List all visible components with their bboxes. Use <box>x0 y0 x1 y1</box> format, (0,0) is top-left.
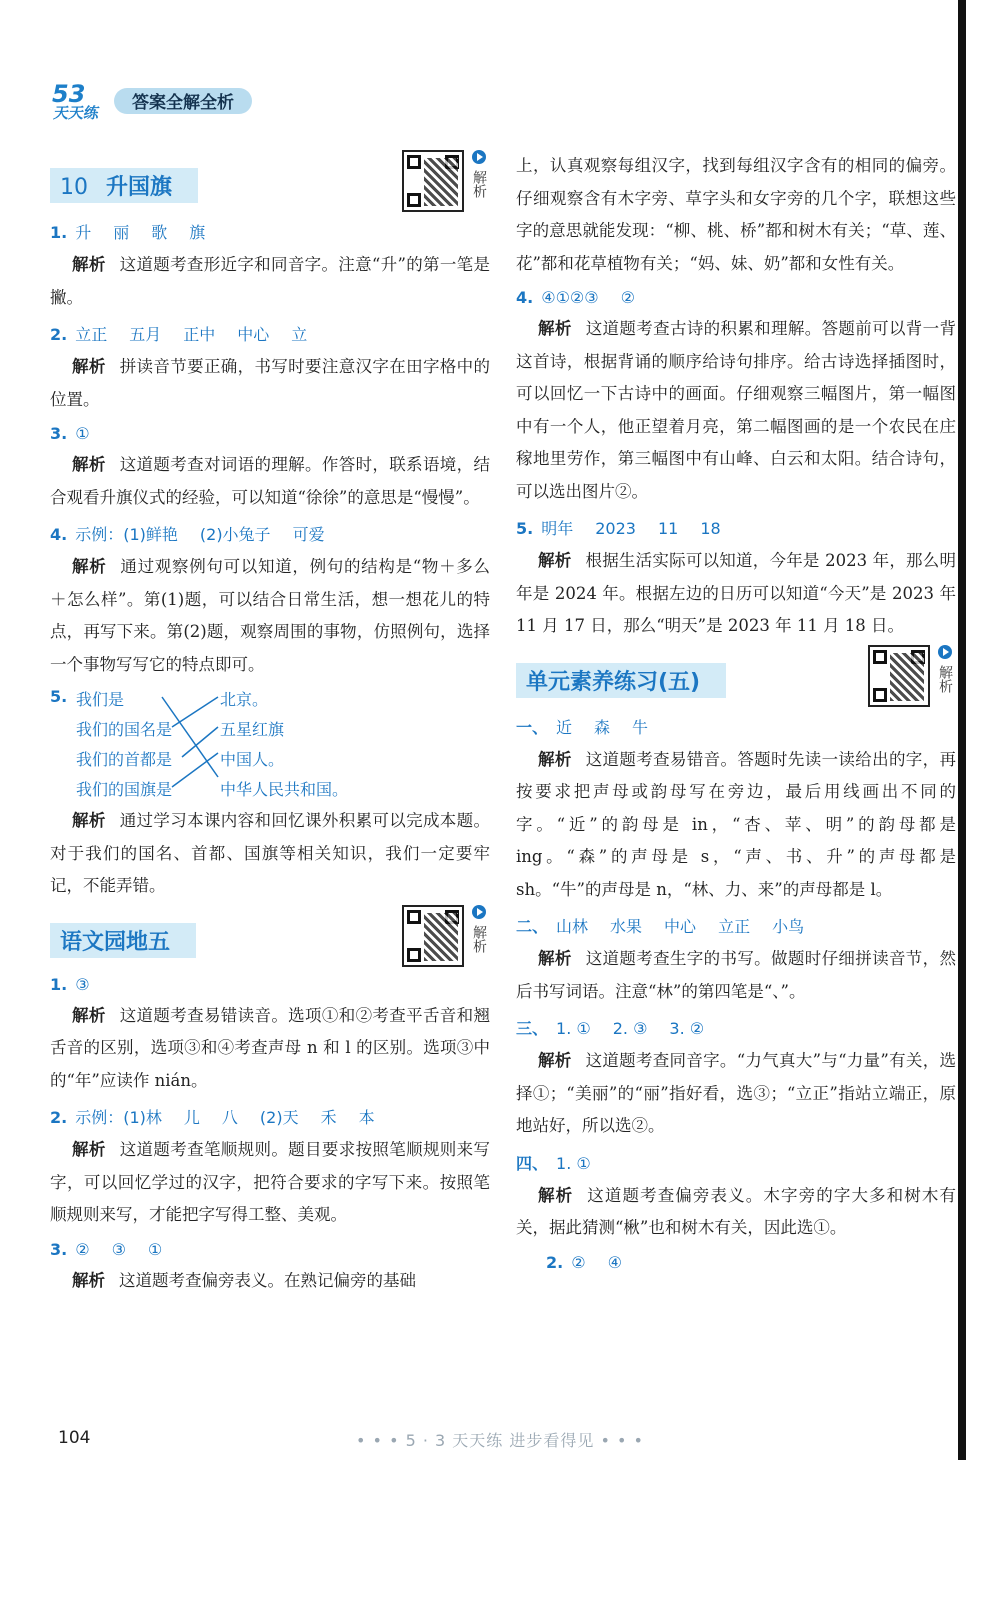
answer-value: ② <box>571 1252 586 1272</box>
question-number: 5. <box>50 687 68 706</box>
explanation: 解析 这道题考查同音字。“力气真大”与“力量”有关，选择①；“美丽”的“丽”指好看，选③；“立正”指站立端正，原地站好，所以选②。 <box>516 1051 957 1135</box>
answer-value: 小鸟 <box>772 917 805 936</box>
answer-value: 2023 <box>595 519 636 538</box>
answer-value: 森 <box>594 717 611 737</box>
section-title <box>50 168 198 203</box>
answer-line <box>50 1240 490 1259</box>
explanation: 解析 这道题考查对词语的理解。作答时，联系语境，结合观看升旗仪式的经验，可以知道“徐徐”的意思是“慢慢”。 <box>50 455 491 507</box>
question-number: 三、 <box>516 1019 549 1038</box>
answer-value: ④ <box>607 1252 622 1272</box>
answer-value: 八 <box>221 1108 238 1127</box>
match-left-item: 我们的首都是 <box>76 750 173 769</box>
question-number: 2. <box>50 1108 68 1127</box>
qr-code[interactable] <box>402 150 464 212</box>
answer-line <box>50 522 490 545</box>
answer-value: ② <box>75 1239 90 1259</box>
explanation: 解析 这道题考查古诗的积累和理解。答题前可以背一背这首诗，根据背诵的顺序给诗句排序。给古诗选择插图时，可以回忆一下古诗中的画面。仔细观察三幅图片，第一幅图中有一个人，他正望着月亮，第二幅图画的是一个农民在庄稼地里劳作，第三幅图中有山峰、白云和太阳。结合诗句，可以选出图片②。 <box>516 319 957 501</box>
answer-value: 丽 <box>113 223 130 242</box>
answer-value: ① <box>75 424 90 443</box>
play-icon <box>472 905 486 919</box>
answer-line <box>50 975 490 994</box>
brand-logo <box>48 78 120 122</box>
answer-value: 3. ② <box>669 1019 705 1038</box>
question-number: 4. <box>516 288 534 307</box>
answer-line <box>50 424 490 443</box>
page-edge <box>958 0 966 1460</box>
answer-line <box>546 1253 956 1272</box>
answer-value: 中心 <box>237 325 270 344</box>
answer-value: 牛 <box>632 717 649 737</box>
answer-value: 歌 <box>151 223 168 242</box>
match-right-item: 北京。 <box>220 690 269 709</box>
answer-value: 近 <box>556 717 573 737</box>
answer-value: ③ <box>75 974 90 994</box>
question-number: 一、 <box>516 717 549 737</box>
continued-explanation: 上，认真观察每组汉字，找到每组汉字含有的相同的偏旁。仔细观察含有木字旁、草字头和女字旁的几个字，联想这些字的意思就能发现：“柳、桃、桥”都和树木有关；“草、莲、花”都和花草植物有关；“妈、妹、奶”都和女性有关。 <box>516 156 956 273</box>
answer-line <box>50 1105 490 1128</box>
answer-line <box>516 715 956 738</box>
answer-line <box>516 1016 956 1039</box>
question-number: 二、 <box>516 917 549 936</box>
page-footer <box>0 1420 1000 1460</box>
answer-value: 禾 <box>320 1108 337 1127</box>
question-number: 1. <box>50 223 68 242</box>
answer-value: 明年 <box>541 519 574 538</box>
answer-value: 山林 <box>556 917 589 936</box>
answer-line <box>516 1151 956 1174</box>
question-number: 四、 <box>516 1153 549 1173</box>
play-icon <box>472 150 486 164</box>
play-icon <box>938 645 952 659</box>
answer-value: 2. ③ <box>612 1019 648 1038</box>
answer-value: ① <box>147 1239 163 1259</box>
section-title: 单元素养练习(五) <box>516 663 726 698</box>
match-right-item: 中华人民共和国。 <box>220 780 349 799</box>
answer-value: 儿 <box>183 1108 200 1127</box>
answer-line <box>516 914 956 937</box>
answer-value: 18 <box>700 519 721 538</box>
question-number: 3. <box>50 424 68 443</box>
qr-label: 解析 <box>468 905 490 959</box>
answer-value: ② <box>620 288 635 307</box>
answer-value: 五月 <box>129 325 162 344</box>
answer-value: ③ <box>111 1239 126 1259</box>
answer-value: 1. ① <box>556 1019 591 1038</box>
question-number: 5. <box>516 519 534 538</box>
explanation: 解析 拼读音节要正确，书写时要注意汉字在田字格中的位置。 <box>50 357 491 409</box>
question-number: 1. <box>50 974 68 994</box>
lesson-title: 升国旗 <box>106 175 173 200</box>
answer-value: 可爱 <box>292 525 325 544</box>
answer-value: 1. ① <box>556 1153 591 1173</box>
explanation: 解析 这道题考查偏旁表义。在熟记偏旁的基础 <box>72 1270 416 1290</box>
logo-number: 53 <box>52 80 86 108</box>
match-left-item: 我们的国旗是 <box>76 780 173 799</box>
answer-line <box>50 220 490 243</box>
answer-value: 立正 <box>718 917 751 936</box>
section-header-yu-wen-yuan-di <box>50 905 490 967</box>
answer-value: 示例：(1)林 <box>75 1108 162 1127</box>
page-number: 104 <box>58 1428 91 1448</box>
answer-line <box>50 322 490 345</box>
section-header-unit-practice <box>516 645 956 707</box>
footer-slogan: • • • 5 · 3 天天练 进步看得见 • • • <box>356 1431 644 1450</box>
question-number: 3. <box>50 1239 68 1259</box>
match-right-item: 中国人。 <box>220 750 285 769</box>
right-column <box>516 150 956 1278</box>
answer-value: ④①②③ <box>541 288 599 307</box>
explanation: 解析 这道题考查笔顺规则。题目要求按照笔顺规则来写字，可以回忆学过的汉字，把符合要求的字写下来。按照笔顺规则来写，才能把字写得工整、美观。 <box>50 1140 491 1224</box>
explanation: 解析 这道题考查偏旁表义。木字旁的字大多和树木有关，据此猜测“楸”也和树木有关，因此选①。 <box>516 1185 957 1237</box>
answer-value: 本 <box>358 1108 375 1127</box>
qr-code[interactable] <box>868 645 930 707</box>
explanation: 解析 这道题考查易错读音。选项①和②考查平舌音和翘舌音的区别，选项③和④考查声母 n 和 l 的区别。选项③中的“年”应读作 nián。 <box>50 1005 491 1090</box>
header-title: 答案全解全析 <box>114 88 252 114</box>
answer-value: 立 <box>291 325 308 344</box>
answer-value: 正中 <box>183 325 216 344</box>
answer-line <box>516 516 956 539</box>
answer-value: 示例：(1)鲜艳 <box>75 525 178 544</box>
question-number: 2. <box>50 325 68 344</box>
answer-value: 立正 <box>75 325 108 344</box>
qr-label: 解析 <box>934 645 956 699</box>
answer-value: 11 <box>657 519 679 538</box>
explanation: 解析 这道题考查生字的书写。做题时仔细拼读音节，然后书写词语。注意“林”的第四笔是“、”。 <box>516 949 957 1001</box>
logo-text: 天天练 <box>52 104 101 122</box>
match-left-item: 我们是 <box>76 690 125 709</box>
match-left-item: 我们的国名是 <box>76 720 173 739</box>
matching-answer <box>50 687 490 799</box>
answer-line <box>516 288 956 307</box>
section-title: 语文园地五 <box>50 923 196 958</box>
lesson-number: 10 <box>60 175 88 200</box>
answer-value: (2)小兔子 <box>199 525 271 544</box>
explanation: 解析 通过学习本课内容和回忆课外积累可以完成本题。对于我们的国名、首都、国旗等相关知识，我们一定要牢记，不能弄错。 <box>50 811 491 895</box>
explanation: 解析 根据生活实际可以知道，今年是 2023 年，那么明年是 2024 年。根据左边的日历可以知道“今天”是 2023 年 11 月 17 日，那么“明天”是 2023 年 11 月 18 日。 <box>516 551 957 635</box>
answer-value: (2)天 <box>259 1108 299 1127</box>
qr-code[interactable] <box>402 905 464 967</box>
qr-label: 解析 <box>468 150 490 204</box>
explanation: 解析 通过观察例句可以知道，例句的结构是“物＋多么＋怎么样”。第(1)题，可以结合日常生活，想一想花儿的特点，再写下来。第(2)题，观察周围的事物，仿照例句，选择一个事物写写它的特点即可。 <box>50 557 491 674</box>
question-number: 2. <box>546 1252 564 1272</box>
answer-value: 中心 <box>664 917 697 936</box>
left-column <box>50 150 490 1299</box>
match-right-item: 五星红旗 <box>220 720 285 739</box>
answer-value: 旗 <box>189 223 206 242</box>
explanation: 解析 这道题考查易错音。答题时先读一读给出的字，再按要求把声母或韵母写在旁边，最后用线画出不同的字。“近”的韵母是 in，“杏、苹、明”的韵母都是 ing。“森”的声母是 s，“声、书、升”的声母都是 sh。“牛”的声母是 n，“林、力、来”的声母都是 l。 <box>516 749 957 899</box>
question-number: 4. <box>50 525 68 544</box>
answer-value: 水果 <box>610 917 643 936</box>
section-header-sheng-guo-qi <box>50 150 490 212</box>
answer-value: 升 <box>75 223 92 242</box>
explanation: 解析 这道题考查形近字和同音字。注意“升”的第一笔是撇。 <box>50 255 491 307</box>
